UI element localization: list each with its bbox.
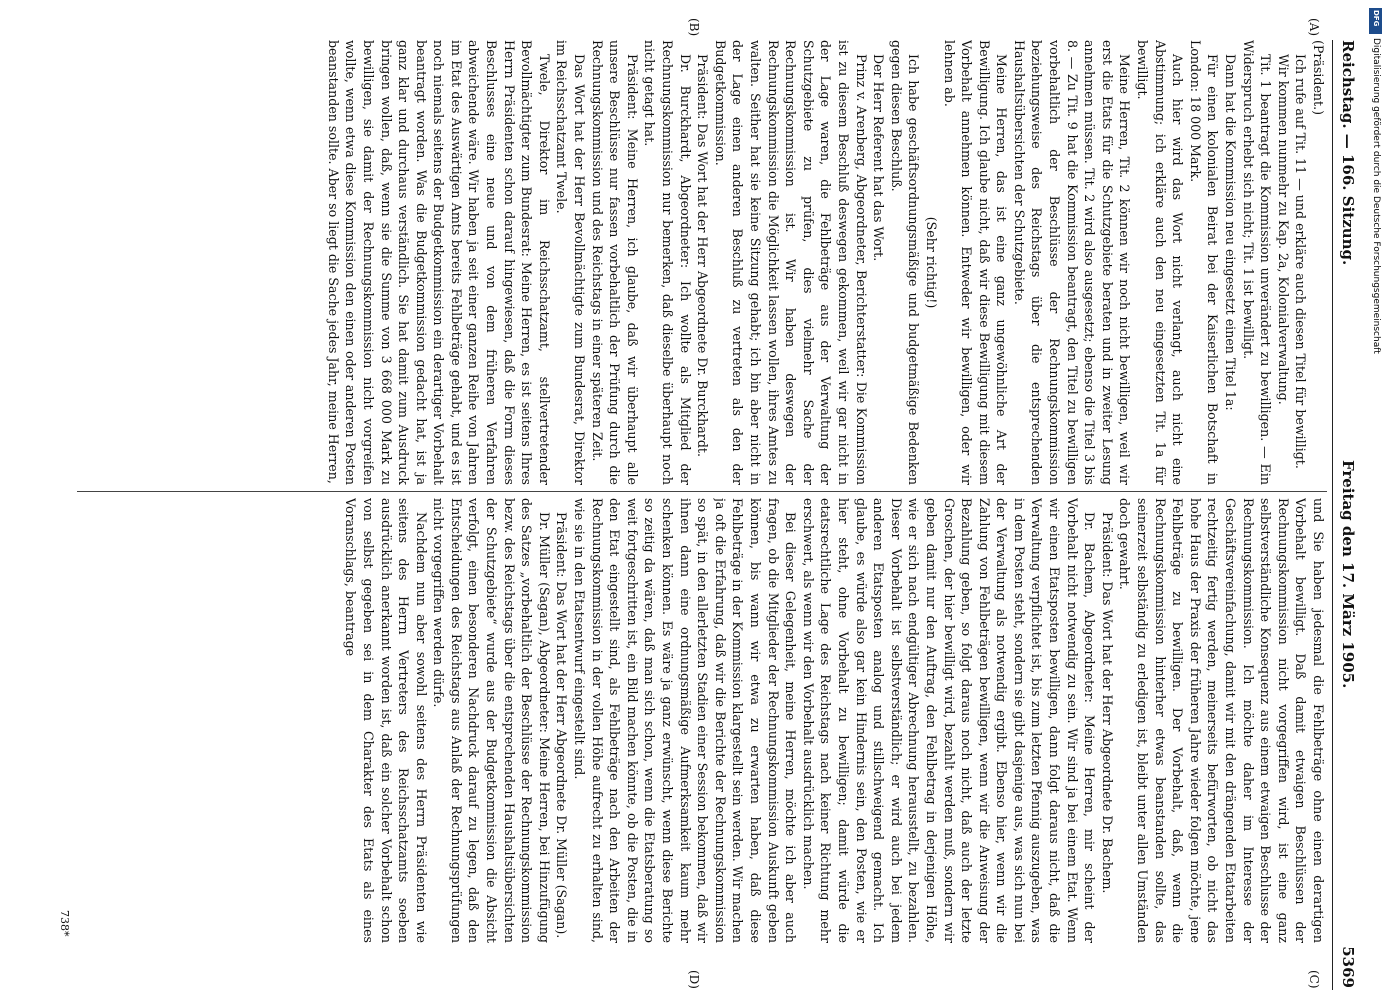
paragraph: Nachdem nun aber sowohl seitens des Herrn Präsidenten wie seitens des Herrn Vertreters des Reichsschatzamts soeben ausdrücklich anerkannt worden ist, daß ein solcher Vorbehalt schon von selbst gegeben sei in dem Charakter des Etats als eines Voranschlags, beantrage: [343, 498, 429, 943]
dfg-logo: DFG: [1369, 8, 1382, 34]
digitization-notice: Digitalisierung gefördert durch die Deutsche Forschungsgemeinschaft: [1371, 38, 1381, 354]
marker-d: (D): [687, 970, 701, 989]
page-header: [1335, 40, 1361, 990]
paragraph: Der Herr Referent hat das Wort.: [871, 54, 887, 262]
header-date: Freitag den 17. März 1905.: [1339, 460, 1357, 689]
speech-paragraph: Präsident: Das Wort hat der Herr Abgeordnete Dr. Bachem.: [1099, 512, 1115, 894]
speech-paragraph: Prinz v. Arenberg, Abgeordneter, Berichterstatter: Die Kommission ist zu diesem Beschluß deswegen gekommen, weil wir gar nicht in der Lage waren, die Fehlbeträge aus der Verwaltung der Schutzgebiete zu prüfen, dies vielmehr Sache der Rechnungskommission ist. Wir haben deswegen der Rechnungskommission die Möglichkeit lassen wollen, ihres Amtes zu walten. Seither hat sie keine Sitzung gehabt; ich bin aber nicht in der Lage einen anderen Beschluß zu vertreten als den der Budgetkommission.: [712, 40, 869, 485]
marker-b: (B): [687, 18, 701, 37]
signature-mark: 738*: [58, 910, 71, 937]
header-rule: [1332, 40, 1333, 990]
paragraph: Bei dieser Gelegenheit, meine Herren, möchte ich aber auch fragen, ob die Mitglieder der Rechnungskommission Auskunft geben können, bis wann wir etwa zu erwarten haben, daß diese Fehlbeträge in der Kommission klargestellt sein werden. Wir machen ja oft die Erfahrung, daß wir die Berichte der Rechnungskommission so spät, in den allerletzten Stadien einer Session bekommen, daß wir ihnen dann eine ordnungsmäßige Aufmerksamkeit kaum mehr schenken können. Es wäre ja ganz erwünscht, wenn diese Berichte so zeitig da wären, daß man sich schon, wenn die Etatsberatung so weit fortgeschritten ist, ein Bild machen könnte, ob die Posten, die in den Etat eingestellt sind, als Fehlbeträge nach den Arbeiten der Rechnungskommission in der vollen Höhe aufrecht zu erhalten sind, wie sie in den Etatsentwurf eingestellt sind.: [572, 498, 799, 943]
speech-paragraph: Präsident: Das Wort hat der Herr Abgeordnete Dr. Burckhardt.: [695, 54, 711, 457]
paragraph: Wir kommen nunmehr zu Kap. 2a, Kolonialverwaltung.: [1275, 54, 1291, 405]
paragraph: Ich rufe auf Tit. 11 — und erkläre auch diesen Titel für bewilligt.: [1293, 54, 1309, 469]
paragraph: Meine Herren, das ist eine ganz ungewöhnliche Art der Bewilligung. Ich glaube nicht, daß wir diese Bewilligung mit diesem Vorbehalt annehmen können. Entweder wir bewilligen, oder wir lehnen ab.: [941, 40, 1010, 485]
left-text-column: [77, 40, 1327, 485]
interjection: (Sehr richtig!): [923, 216, 939, 309]
speech-paragraph: Präsident: Meine Herren, ich glaube, daß wir überhaupt alle unsere Beschlüsse nur fassen vorbehaltlich der Prüfung durch die Rechnungskommission und des Reichstags in einer späteren Zeit.: [589, 40, 640, 485]
paragraph: Dann hat die Kommission neu eingesetzt einen Titel 1a:: [1223, 54, 1239, 411]
header-session: Reichstag. — 166. Sitzung.: [1339, 40, 1357, 266]
paragraph: und Sie haben jedesmal die Fehlbeträge ohne einen derartigen Vorbehalt bewilligt. Daß damit etwaigen Beschlüssen der Rechnungskommission nicht vorgegriffen wird, ist eine ganz selbstverständliche Konsequenz aus einem etwaigen Beschlusse der Rechnungskommission. Ich möchte daher im Interesse der Geschäftsvereinfachung, damit wir mit den drängenden Etatarbeiten rechtzeitig fertig werden, meinerseits befürworten, ob nicht das hohe Haus der Praxis der früheren Jahre wieder folgen möchte, jene Fehlbeträge zu bewilligen. Der Vorbehalt, daß, wenn die Rechnungskommission hinterher etwas beanstanden sollte, das seinerzeit selbständig zu erledigen ist, bleibt unter allen Umständen doch gewahrt.: [1117, 498, 1326, 943]
right-text-column: [77, 498, 1327, 943]
speech-paragraph: Twele, Direktor im Reichsschatzamt, stellvertretender Bevollmächtigter zum Bundesrat: Meine Herren, es ist seitens Ihres Herrn Präsidenten schon darauf hingewiesen, daß die Form dieses Beschlusses eine neue und von dem früheren Verfahren abweichende wäre. Wir haben ja seit einer ganzen Reihe von Jahren im Etat des Auswärtigen Amts bereits Fehlbeträge gehabt, und es ist noch niemals seitens der Budgetkommission ein derartiger Vorbehalt beantragt worden. Was die Budgetkommission gedacht hat, ist ja ganz klar und durchaus verständlich. Sie hat damit zum Ausdruck bringen wollen, daß, wenn sie die Summe von 3 668 000 Mark zu bewilligen, sie damit der Rechnungskommission nicht vorgreifen wollte, wenn etwa diese Kommission den einen oder anderen Posten beanstanden sollte. Aber so liegt die Sache jedes Jahr, meine Herren,: [325, 40, 552, 485]
header-page-number: 5369: [1339, 946, 1357, 988]
paragraph: (Präsident.): [1311, 40, 1326, 116]
column-divider: [77, 491, 1327, 492]
marker-a: (A): [1307, 18, 1321, 37]
paragraph: Tit. 1 beantragt die Kommission unverändert zu bewilligen. — Ein Widerspruch erhebt sich nicht; Tit. 1 ist bewilligt.: [1240, 40, 1274, 485]
speech-paragraph: Dr. Burckhardt, Abgeordneter: Ich wollte als Mitglied der Rechnungskommission nur bemerken, daß dieselbe überhaupt noch nicht getagt hat.: [642, 40, 693, 485]
paragraph: Ich habe geschäftsordnungsmäßige und budgetmäßige Bedenken gegen diesen Beschluß.: [888, 40, 922, 485]
rotated-document-page: [56, 18, 1361, 990]
paragraph: Meine Herren, Tit. 2 können wir noch nicht bewilligen, weil wir erst die Etats für die Schutzgebiete beraten und in zweiter Lesung annehmen müssen. Tit. 2 wird also ausgesetzt; ebenso die Titel 3 bis 8. — Zu Tit. 9 hat die Kommission beantragt, den Titel zu bewilligen vorbehaltlich der Beschlüsse der Rechnungskommission beziehungsweise des Reichstags über die entsprechenden Haushaltsübersichten der Schutzgebiete.: [1011, 40, 1133, 485]
speech-paragraph: Dr. Bachem, Abgeordneter: Meine Herren, mir scheint der Vorbehalt nicht notwendig zu sein. Wir sind ja bei einem Etat. Wenn wir einen Etatsposten bewilligen, dann folgt daraus nicht, daß die Verwaltung verpflichtet ist, bis zum letzten Pfennig auszugeben, was in dem Posten steht, sondern sie gibt dasjenige aus, was sich nun bei der Verwaltung als notwendig ergibt. Ebenso hier, wenn wir die Zahlung von Fehlbeträgen bewilligen, wenn wir die Anweisung der Bezahlung geben, so folgt daraus noch nicht, daß auch der letzte Groschen, der hier bewilligt wird, bezahlt werden muß, sondern wir geben damit nur den Auftrag, den Fehlbetrag in derjenigen Höhe, wie er sich nach endgültiger Abrechnung herausstellt, zu bezahlen. Dieser Vorbehalt ist selbstverständlich; er wird auch bei jedem anderen Etatsposten analog und stillschweigend gemacht. Ich glaube, es würde also gar kein Hindernis sein, den Posten, wie er hier steht, ohne Vorbehalt zu bewilligen; damit würde die etatsrechtliche Lage des Reichstags nach keiner Richtung mehr erschwert, als wenn wir den Vorbehalt ausdrücklich machen.: [800, 498, 1098, 943]
speech-paragraph: Dr. Müller (Sagan), Abgeordneter: Meine Herren, bei Hinzufügung des Satzes „vorbehaltlich der Beschlüsse der Rechnungskommission bezw. des Reichstags über die entsprechenden Haushaltsübersichten der Schutzgebiete“ wurde aus der Budgetkommission die Absicht verfolgt, einen besonderen Nachdruck darauf zu legen, daß den Entscheidungen des Reichstags aus Anlaß der Rechnungsprüfungen nicht vorgegriffen werden dürfe.: [431, 498, 552, 943]
speech-paragraph: Präsident: Das Wort hat der Herr Abgeordnete Dr. Müller (Sagan).: [554, 512, 570, 939]
paragraph: Für einen kolonialen Beirat bei der Kaiserlichen Botschaft in London: 18 000 Mark.: [1187, 40, 1221, 485]
paragraph: Auch hier wird das Wort nicht verlangt, auch nicht eine Abstimmung; ich erkläre auch den neu eingesetzten Tit. 1a für bewilligt.: [1135, 40, 1186, 485]
paragraph: Das Wort hat der Herr Bevollmächtigte zum Bundesrat, Direktor im Reichsschatzamt Twele.: [554, 40, 588, 485]
marker-c: (C): [1307, 970, 1321, 989]
